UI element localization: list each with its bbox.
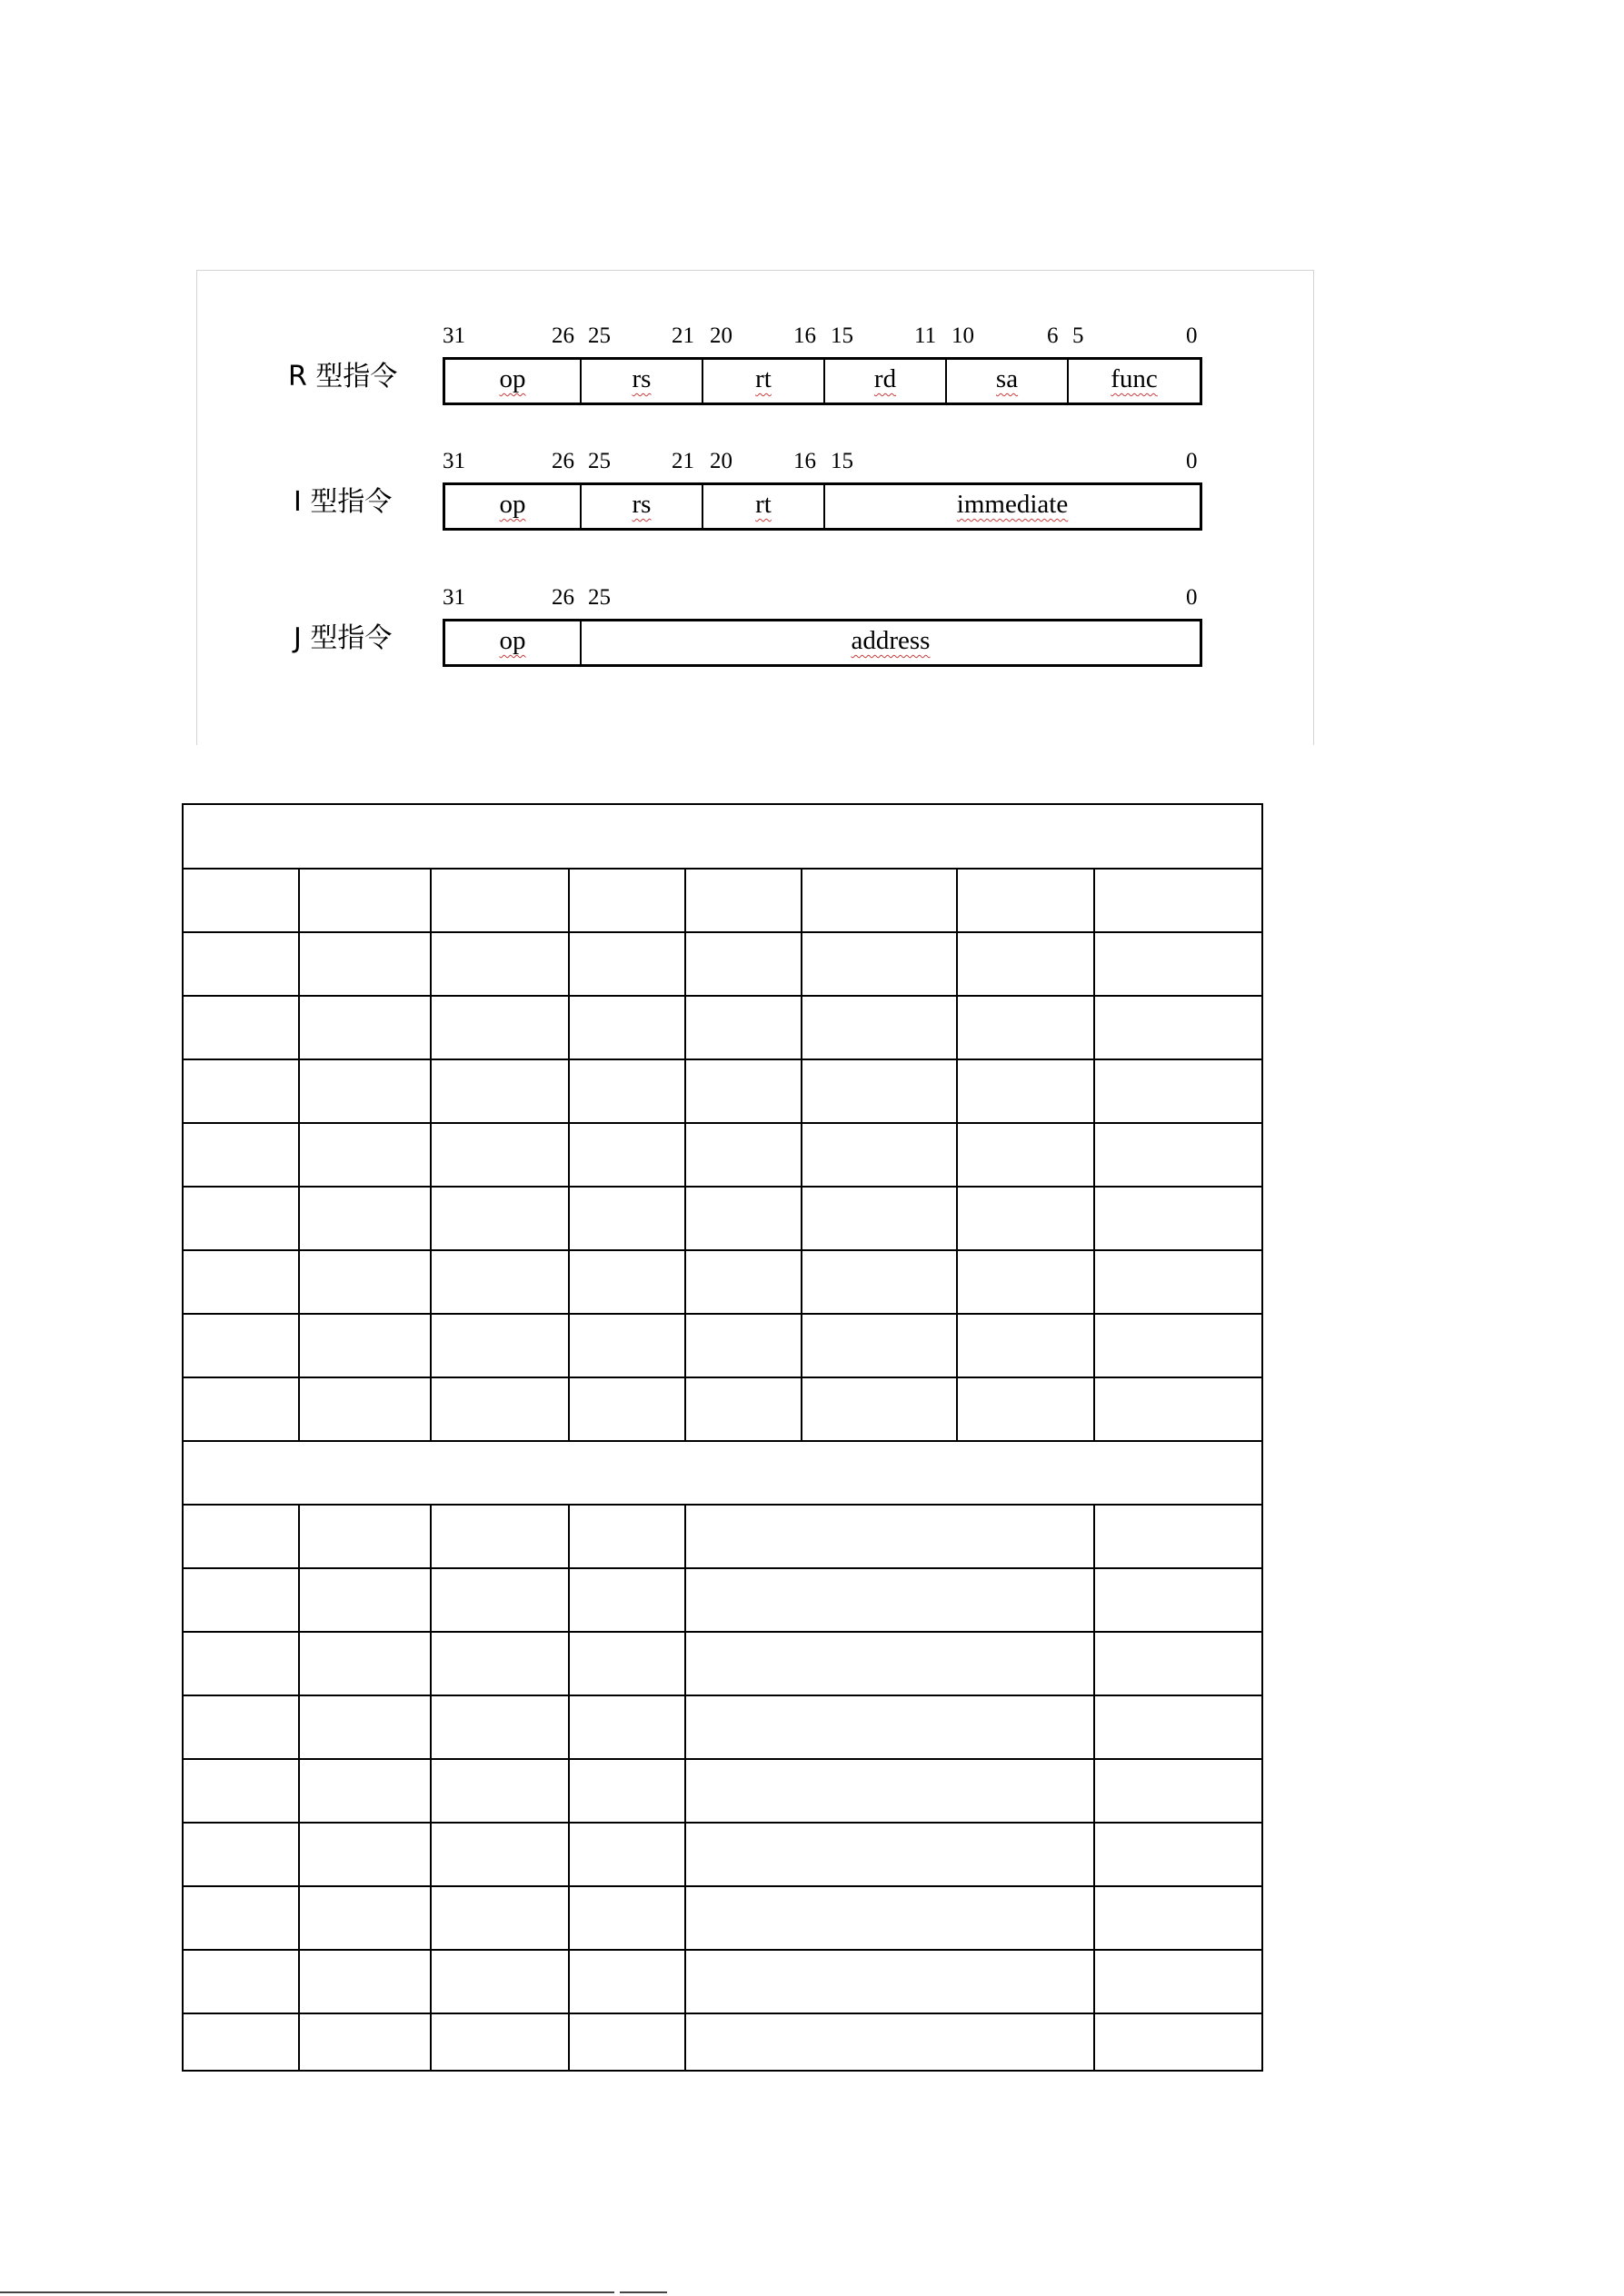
table-col-line (298, 868, 300, 1440)
table-col-line (956, 868, 958, 1440)
table-row-line (184, 1631, 1261, 1633)
table-row-line (184, 931, 1261, 933)
footer-rule-segment (620, 2291, 667, 2293)
instruction-table (182, 803, 1263, 2072)
table-row-line (184, 1186, 1261, 1188)
table-row-line (184, 2013, 1261, 2014)
r-bit-11: 11 (914, 323, 937, 348)
r-bit-10: 10 (951, 323, 974, 348)
table-col-line (568, 1504, 570, 2072)
table-col-line (1093, 868, 1095, 1440)
i-type-format (443, 482, 1202, 531)
i-bit-0: 0 (1186, 449, 1198, 473)
i-bit-16: 16 (793, 449, 816, 473)
i-bit-20: 20 (710, 449, 732, 473)
r-bit-6: 6 (1047, 323, 1059, 348)
r-bit-26: 26 (552, 323, 574, 348)
table-row-line (184, 1567, 1261, 1569)
r-field-rd: rd (825, 360, 947, 403)
r-bit-5: 5 (1072, 323, 1084, 348)
table-row-line (184, 1440, 1261, 1442)
table-col-line (430, 868, 432, 1440)
table-row-line (184, 995, 1261, 997)
table-col-line (1093, 1504, 1095, 2072)
j-bit-26: 26 (552, 585, 574, 610)
j-type-format (443, 619, 1202, 667)
r-field-func: func (1111, 364, 1158, 393)
i-field-immediate: immediate (956, 490, 1069, 519)
r-field-op: op (445, 360, 582, 403)
table-row-line (184, 1949, 1261, 1951)
r-bit-20: 20 (710, 323, 732, 348)
table-col-line (684, 1504, 686, 2072)
i-field-rs: rs (582, 485, 703, 528)
r-field-rs: rs (582, 360, 703, 403)
r-field-sa: sa (947, 360, 1069, 403)
i-field-rt: rt (703, 485, 825, 528)
r-type-format (443, 357, 1202, 405)
table-col-line (801, 868, 802, 1440)
r-bit-25: 25 (588, 323, 611, 348)
i-bit-21: 21 (672, 449, 694, 473)
r-bit-16: 16 (793, 323, 816, 348)
j-field-op: op (445, 621, 582, 664)
r-bit-0: 0 (1186, 323, 1198, 348)
table-row-line (184, 868, 1261, 870)
table-row-line (184, 1695, 1261, 1696)
instruction-format-figure (196, 270, 1314, 745)
table-row-line (184, 1822, 1261, 1824)
r-field-rt: rt (703, 360, 825, 403)
table-row-line (184, 1377, 1261, 1378)
i-bit-31: 31 (443, 449, 465, 473)
table-row-line (184, 1059, 1261, 1060)
table-row-line (184, 1504, 1261, 1506)
r-bit-21: 21 (672, 323, 694, 348)
i-bit-26: 26 (552, 449, 574, 473)
i-bit-15: 15 (831, 449, 853, 473)
i-field-op: op (445, 485, 582, 528)
j-type-label: J 型指令 (294, 622, 393, 654)
r-bit-31: 31 (443, 323, 465, 348)
r-bit-15: 15 (831, 323, 853, 348)
table-row-line (184, 1249, 1261, 1251)
j-bit-25: 25 (588, 585, 611, 610)
table-col-line (430, 1504, 432, 2072)
table-row-line (184, 1758, 1261, 1760)
table-col-line (684, 868, 686, 1440)
r-type-label: R 型指令 (288, 361, 398, 393)
j-field-address: address (851, 626, 931, 655)
table-row-line (184, 1885, 1261, 1887)
footer-rule (0, 2291, 614, 2293)
i-bit-25: 25 (588, 449, 611, 473)
table-row-line (184, 1313, 1261, 1315)
i-type-label: I 型指令 (294, 486, 393, 518)
j-bit-0: 0 (1186, 585, 1198, 610)
table-col-line (568, 868, 570, 1440)
table-row-line (184, 1122, 1261, 1124)
table-col-line (298, 1504, 300, 2072)
j-bit-31: 31 (443, 585, 465, 610)
